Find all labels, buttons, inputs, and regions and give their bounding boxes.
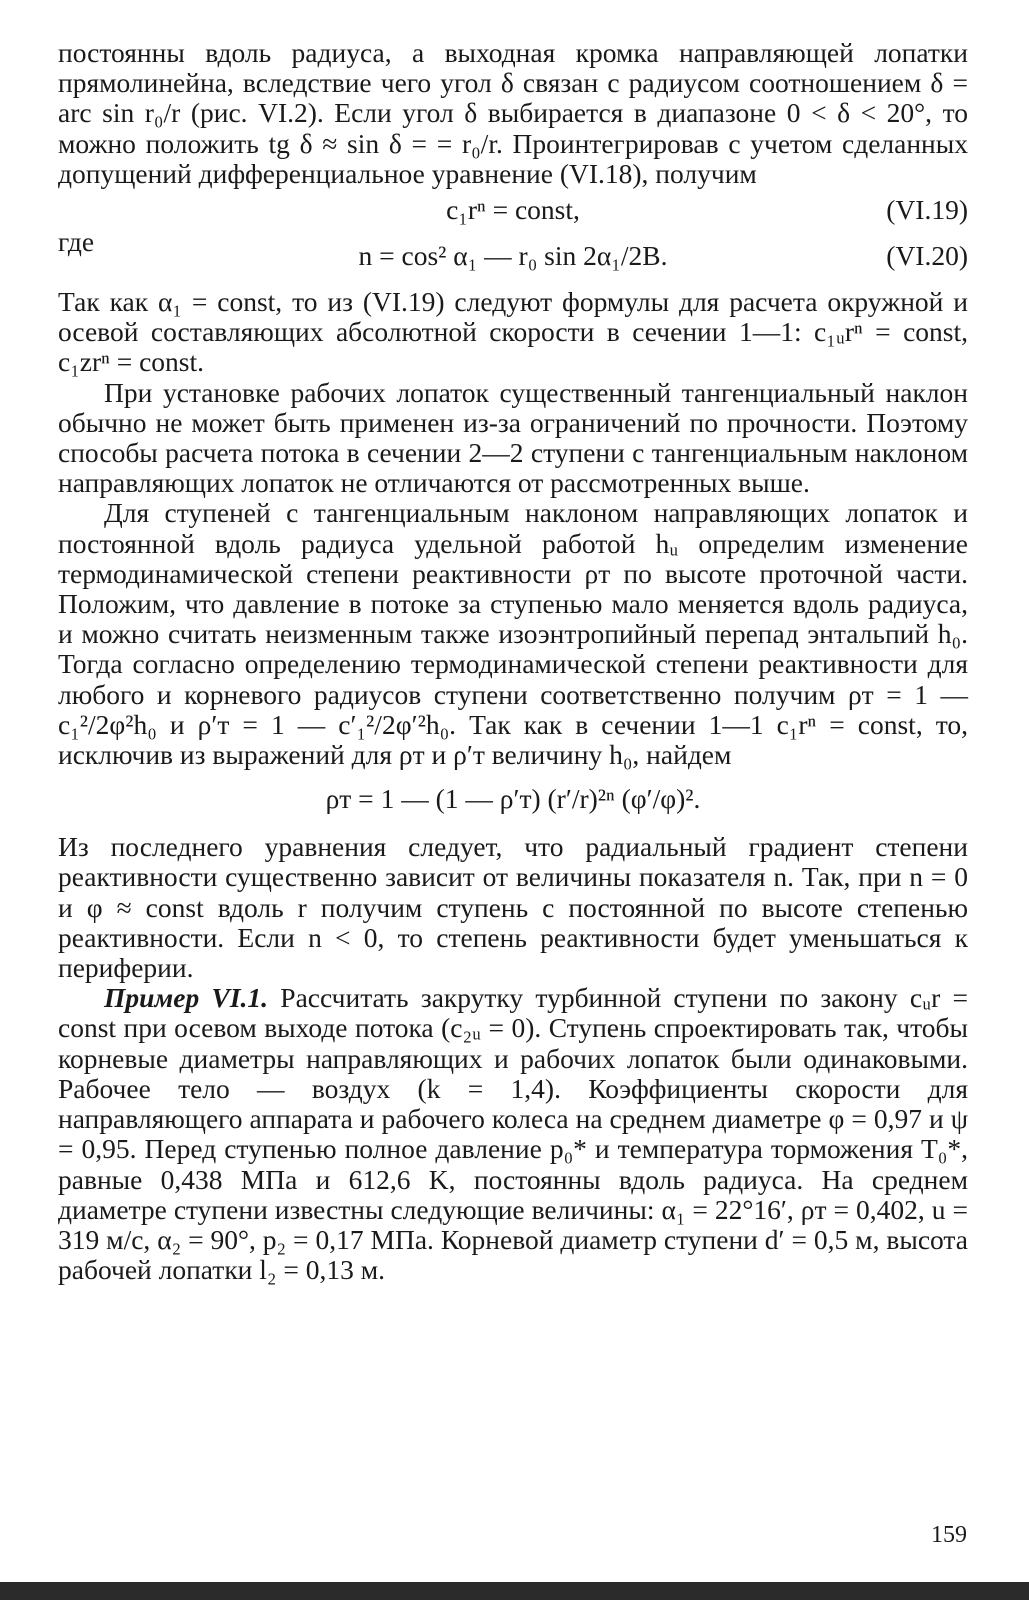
equation-number: (VI.19) [886,194,968,226]
equation-vi-19 [58,191,968,229]
example-paragraph [58,983,968,1285]
paragraph-1: постоянны вдоль радиуса, а выходная кромка направляющей лопатки прямолинейна, вследствие чего угол δ связан с радиусом соотношением δ = arc sin r₀/r (рис. VI.2). Если угол δ выбирается в диапазоне 0 < δ < 20°, то можно положить tg δ ≈ sin δ = = r₀/r. Проинтегрировав с учетом сделанных допущений дифференциальное уравнение (VI.18), получим [58,37,968,189]
equation-lead-word: где [58,226,95,258]
example-title: Пример VI.1. [104,982,269,1014]
paragraph-5: Из последнего уравнения следует, что радиальный градиент степени реактивности существенно зависит от величины показателя n. Так, при n = 0 и φ ≈ const вдоль r получим ступень с постоянной по высоте степенью реактивности. Если n < 0, то степень реактивности будет уменьшаться к периферии. [58,831,968,984]
page-body [58,38,968,1285]
equation-reactivity [58,780,968,818]
equation-expression: c₁rⁿ = const, [446,194,580,226]
scan-bottom-border [0,1582,1029,1600]
equation-expression: ρт = 1 — (1 — ρ′т) (r′/r)²ⁿ (φ′/φ)². [325,783,701,815]
paragraph-3: При установке рабочих лопаток существенный тангенциальный наклон обычно не может быть применен из-за ограничений по прочности. Поэтому способы расчета потока в сечении 2—2 ступени с тангенциальным наклоном направляющих лопаток не отличаются от рассмотренных выше. [58,376,968,499]
example-text: Рассчитать закрутку турбинной ступени по закону cᵤr = const при осевом выходе потока (c₂ᵤ = 0). Ступень спроектировать так, чтобы корневые диаметры направляющих и рабочих лопаток были одинаковыми. Рабочее тело — воздух (k = 1,4). Коэффициенты скорости для направляющего аппарата и рабочего колеса на среднем диаметре φ = 0,97 и ψ = 0,95. Перед ступенью полное давление p₀* и температура торможения T₀*, равные 0,438 МПа и 612,6 K, постоянны вдоль радиуса. На среднем диаметре ступени известны следующие величины: α₁ = 22°16′, ρт = 0,402, u = 319 м/с, α₂ = 90°, p₂ = 0,17 МПа. Корневой диаметр ступени d′ = 0,5 м, высота рабочей лопатки l₂ = 0,13 м. [58,982,968,1286]
page-number: 159 [931,1522,967,1548]
paragraph-2: Так как α₁ = const, то из (VI.19) следуют формулы для расчета окружной и осевой составляющих абсолютной скорости в сечении 1—1: c₁ᵤrⁿ = const, c₁zrⁿ = const. [58,286,968,378]
equation-number: (VI.20) [886,240,968,272]
equation-expression: n = cos² α₁ — r₀ sin 2α₁/2B. [358,240,668,272]
equation-vi-20 [58,226,968,275]
paragraph-4: Для ступеней с тангенциальным наклоном направляющих лопаток и постоянной вдоль радиуса удельной работой hᵤ определим изменение термодинамической степени реактивности ρт по высоте проточной части. Положим, что давление в потоке за ступенью мало меняется вдоль радиуса, и можно считать неизменным также изоэнтропийный перепад энтальпий h₀. Тогда согласно определению термодинамической степени реактивности для любого и корневого радиусов ступени соответственно получим ρт = 1 — c₁²/2φ²h₀ и ρ′т = 1 — c′₁²/2φ′²h₀. Так как в сечении 1—1 c₁rⁿ = const, то, исключив из выражений для ρт и ρ′т величину h₀, найдем [58,497,968,771]
